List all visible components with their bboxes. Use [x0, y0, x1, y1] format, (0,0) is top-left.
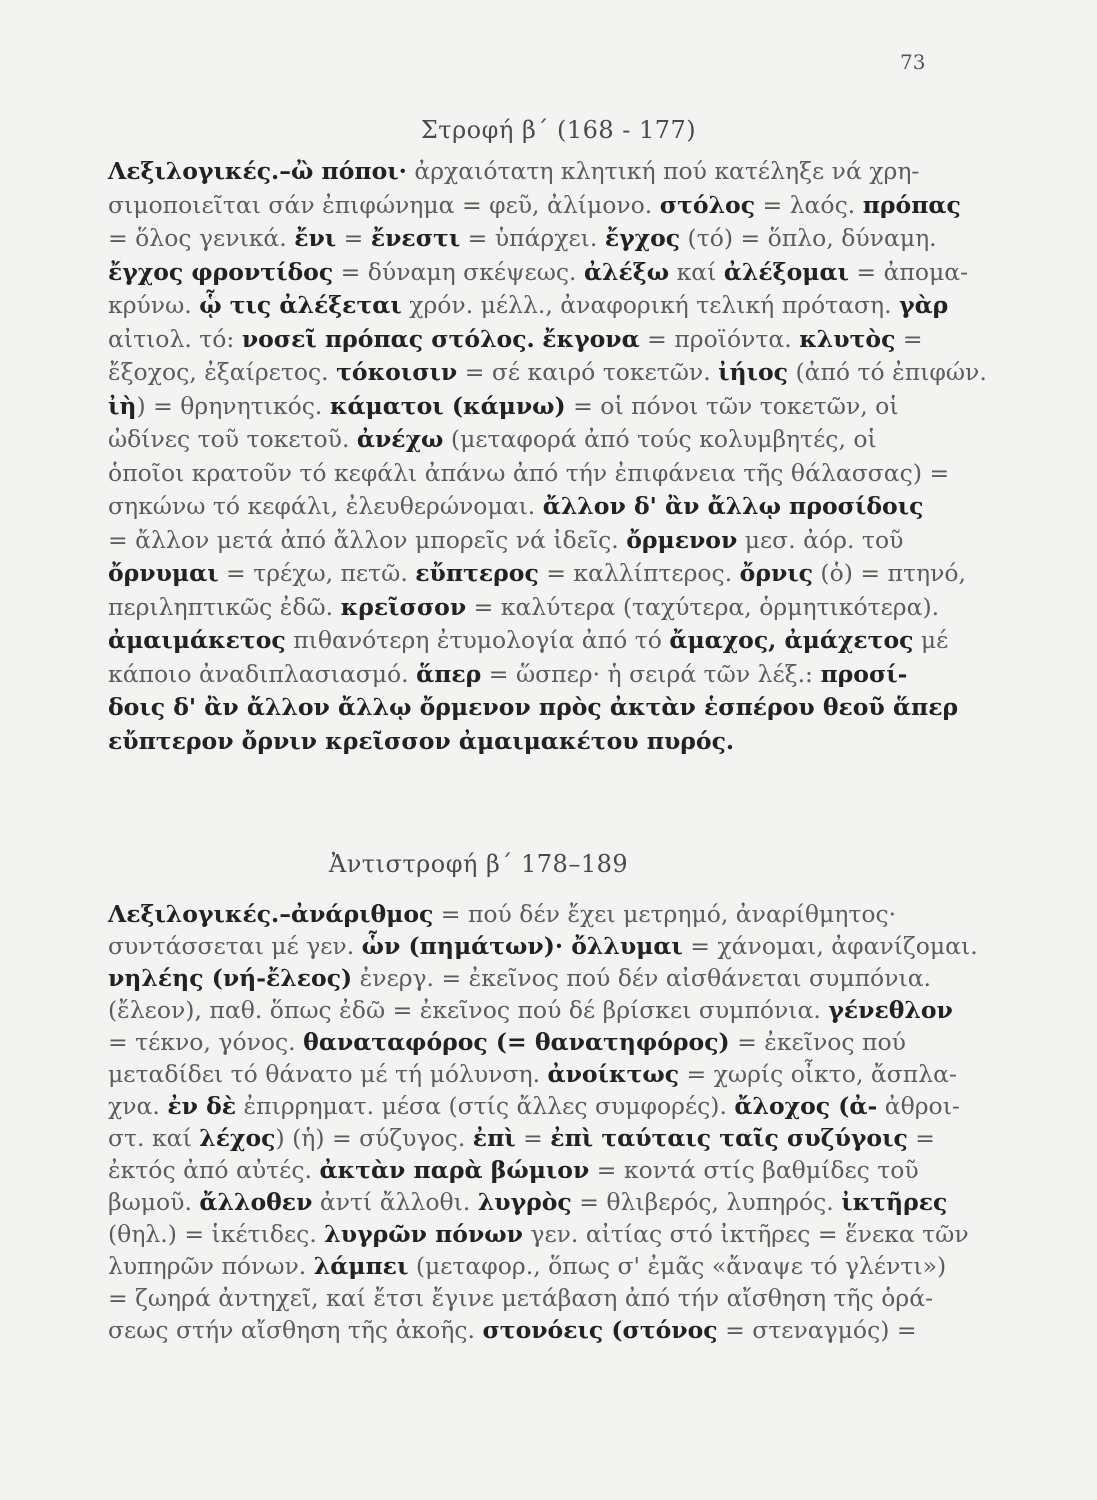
text-run: μέ: [913, 626, 949, 654]
text-run: (ἀπό τό ἐπιφών.: [787, 358, 987, 386]
text-run: λυπηρῶν πόνων.: [108, 1252, 314, 1280]
text-run: = ἄλλον μετά ἀπό ἄλλον μπορεῖς νά ἰδεῖς.: [108, 525, 627, 554]
text-run: ἀρχαιότατη κλητική πού κατέληξε νά χρη-: [406, 157, 920, 185]
section-heading-strophe: Στροφή β΄ (168 - 177): [420, 116, 697, 144]
bold-term: ἔνι: [294, 224, 337, 252]
bold-term: ἄλλον δ' ἂν ἄλλῳ προσίδοις: [542, 492, 924, 520]
text-line: [108, 691, 959, 725]
bold-term: κλυτὸς: [799, 324, 896, 353]
bold-term: εὔπτερον ὄρνιν κρεῖσσον ἀμαιμακέτου πυρός.: [108, 726, 735, 755]
bold-term: στόλος: [659, 190, 756, 219]
bold-term: πρόπας: [862, 190, 961, 219]
text-run: = κοντά στίς βαθμίδες τοῦ: [589, 1156, 919, 1184]
text-run: μεσ. ἀόρ. τοῦ: [737, 525, 904, 554]
text-line: [108, 256, 969, 290]
text-line: [108, 591, 940, 625]
bold-term: γὰρ: [899, 291, 949, 319]
text-run: = στεναγμός) =: [717, 1316, 917, 1344]
text-run: = ἐκεῖνος πού: [729, 1028, 906, 1056]
text-line: [108, 356, 987, 390]
text-run: = τέκνο, γόνος.: [108, 1028, 304, 1056]
bold-term: στονόεις (στόνος: [482, 1316, 718, 1344]
text-run: (μεταφορ., ὅπως σ' ἐμᾶς «ἄναψε τό γλέντι»): [408, 1252, 947, 1280]
text-line: [108, 524, 928, 558]
bold-term: ἀνέχω: [356, 425, 444, 453]
text-run: ἔξοχος, ἐξαίρετος.: [108, 358, 337, 386]
bold-term: ἔγχος φροντίδος: [108, 257, 334, 286]
text-line: [108, 1090, 960, 1122]
section-text-strophe: [108, 155, 987, 758]
text-line: [108, 423, 928, 457]
text-line: [108, 222, 937, 256]
text-run: = λαός.: [755, 190, 863, 219]
text-run: συντάσσεται μέ γεν.: [108, 932, 362, 960]
text-line: [108, 1026, 928, 1058]
text-line: [108, 1186, 948, 1218]
text-run: σεως στήν αἴσθηση τῆς ἀκοῆς.: [108, 1316, 483, 1344]
text-run: (θηλ.) = ἱκέτιδες.: [108, 1220, 325, 1248]
bold-term: ἐπὶ ταύταις ταῖς συζύγοις: [550, 1124, 908, 1152]
bold-term: ἄλλοθεν: [199, 1188, 313, 1216]
text-run: (μεταφορά ἀπό τούς κολυμβητές, οἱ: [443, 425, 877, 453]
bold-term: ἀλέξομαι: [723, 257, 849, 286]
text-run: = ὅλος γενικά.: [108, 224, 295, 252]
text-run: =: [515, 1124, 551, 1152]
text-line: [108, 725, 928, 759]
text-line: [108, 1282, 934, 1314]
text-run: (ἔλεον), παθ. ὅπως ἐδῶ = ἐκεῖνος πού δέ βρίσκει συμπόνια.: [108, 996, 829, 1024]
text-run: ἀντί ἄλλοθι.: [312, 1188, 478, 1216]
text-run: =: [336, 224, 371, 252]
bold-term: ἄλοχος (ἀ-: [734, 1092, 878, 1120]
bold-term: ὄρνις: [739, 559, 813, 587]
text-run: ἐνεργ. = ἐκεῖνος πού δέν αἰσθάνεται συμπόνια.: [352, 964, 932, 992]
bold-term: ἔγχος: [604, 224, 681, 252]
text-run: χνα.: [108, 1092, 168, 1120]
bold-term: ἀμαιμάκετος: [108, 626, 286, 654]
text-run: = ὑπάρχει.: [460, 224, 605, 252]
text-run: = προϊόντα.: [639, 324, 800, 353]
text-line: [108, 930, 978, 962]
text-line: [108, 490, 928, 524]
text-run: ἐπιρρηματ. μέσα (στίς ἄλλες συμφορές).: [236, 1092, 735, 1120]
bold-term: νηλέης (νή-ἔλεος): [108, 964, 353, 992]
bold-term: ἅπερ: [416, 659, 482, 688]
text-line: [108, 994, 953, 1026]
bold-term: ὄρμενον: [626, 525, 738, 554]
bold-term: ἀκτὰν παρὰ βώμιον: [319, 1156, 590, 1184]
text-run: = ἀπομα-: [848, 257, 969, 286]
bold-term: Λεξιλογικές.–ἀνάριθμος: [108, 900, 434, 928]
bold-term: ὧν (πημάτων)· ὄλλυμαι: [361, 932, 683, 960]
bold-term: ἄμαχος, ἀμάχετος: [669, 626, 914, 654]
text-run: αἰτιολ. τό:: [108, 324, 242, 353]
text-run: = πού δέν ἔχει μετρημό, ἀναρίθμητος·: [433, 900, 897, 928]
text-run: =: [895, 324, 923, 353]
text-line: [108, 1122, 935, 1154]
bold-term: ἔκγονα: [542, 324, 640, 353]
bold-term: ἰήιος: [718, 358, 788, 386]
text-run: κάποιο ἀναδιπλασιασμό.: [108, 659, 417, 688]
text-line: [108, 1218, 969, 1250]
bold-term: γένεθλον: [828, 996, 953, 1024]
bold-term: ἐπὶ: [472, 1124, 516, 1152]
text-run: μεταδίδει τό θάνατο μέ τή μόλυνση.: [108, 1060, 548, 1088]
text-run: ὠδίνες τοῦ τοκετοῦ.: [108, 425, 357, 453]
bold-term: κρεῖσσον: [340, 592, 467, 621]
text-run: βωμοῦ.: [108, 1188, 200, 1216]
text-run: = οἱ πόνοι τῶν τοκετῶν, οἱ: [565, 391, 899, 420]
text-run: = θλιβερός, λυπηρός.: [571, 1188, 842, 1216]
bold-term: ἐν δὲ: [167, 1092, 237, 1120]
text-line: [108, 1058, 957, 1090]
text-run: = σέ καιρό τοκετῶν.: [457, 358, 719, 386]
bold-term: ἀλέξω: [583, 257, 670, 286]
bold-term: ὄρνυμαι: [108, 559, 219, 587]
text-line: [108, 962, 932, 994]
bold-term: λέχος: [199, 1124, 276, 1152]
text-run: σιμοποιεῖται σάν ἐπιφώνημα = φεῦ, ἀλίμονο.: [108, 190, 660, 219]
text-run: = ὥσπερ· ἡ σειρά τῶν λέξ.:: [481, 659, 821, 688]
section-text-antistrophe: [108, 898, 978, 1346]
text-line: [108, 658, 928, 692]
text-run: πιθανότερη ἐτυμολογία ἀπό τό: [285, 626, 670, 654]
text-run: = τρέχω, πετῶ.: [218, 559, 416, 587]
text-run: ) = θρηνητικός.: [136, 391, 330, 420]
text-run: ) (ἡ) = σύζυγος.: [275, 1124, 473, 1152]
text-line: [108, 189, 961, 223]
bold-term: λυγρῶν πόνων: [324, 1220, 523, 1248]
text-line: [108, 323, 928, 357]
text-run: περιληπτικῶς ἐδῶ.: [108, 592, 341, 621]
text-line: [108, 1154, 928, 1186]
text-line: [108, 155, 928, 189]
text-run: χρόν. μέλλ., ἀναφορική τελική πρόταση.: [401, 291, 900, 319]
bold-term: ἰκτῆρες: [841, 1188, 948, 1216]
text-run: στ. καί: [108, 1124, 200, 1152]
text-run: καί: [669, 257, 724, 286]
bold-term: λάμπει: [313, 1252, 409, 1280]
section-heading-antistrophe: Ἀντιστροφή β΄ 178–189: [328, 850, 629, 878]
text-run: = χωρίς οἶκτο, ἄσπλα-: [679, 1060, 957, 1088]
text-run: = δύναμη σκέψεως.: [333, 257, 584, 286]
text-run: = ζωηρά ἀντηχεῖ, καί ἔτσι ἔγινε μετάβαση ἀπό τήν αἴσθηση τῆς ὁρά-: [108, 1284, 934, 1312]
bold-term: θαναταφόρος (= θανατηφόρος): [303, 1028, 730, 1056]
text-run: ἀθροι-: [877, 1092, 960, 1120]
text-run: (ὁ) = πτηνό,: [812, 559, 966, 587]
page-number: 73: [900, 50, 926, 74]
bold-term: τόκοισιν: [336, 358, 458, 386]
bold-term: κάματοι (κάμνω): [329, 391, 566, 420]
bold-term: Λεξιλογικές.–ὢ πόποι·: [108, 157, 407, 185]
text-line: [108, 1314, 928, 1346]
bold-term: δοις δ' ἂν ἄλλον ἄλλῳ ὄρμενον πρὸς ἀκτὰν ἑσπέρου θεοῦ ἅπερ: [108, 693, 959, 721]
bold-term: προσί-: [820, 659, 908, 688]
text-run: γεν. αἰτίας στό ἰκτῆρες = ἕνεκα τῶν: [522, 1220, 969, 1248]
text-line: [108, 1250, 947, 1282]
bold-term: νοσεῖ πρόπας στόλος.: [241, 324, 535, 353]
text-line: [108, 390, 928, 424]
bold-term: ᾧ τις ἀλέξεται: [199, 291, 402, 319]
text-run: σηκώνω τό κεφάλι, ἐλευθερώνομαι.: [108, 492, 543, 520]
text-line: [108, 557, 966, 591]
bold-term: ἔνεστι: [370, 224, 461, 252]
bold-term: εὔπτερος: [415, 559, 539, 587]
bold-term: ἀνοίκτως: [547, 1060, 680, 1088]
text-run: = καλύτερα (ταχύτερα, ὁρμητικότερα).: [466, 592, 940, 621]
text-run: = χάνομαι, ἀφανίζομαι.: [682, 932, 978, 960]
text-line: [108, 457, 950, 491]
text-run: =: [907, 1124, 935, 1152]
text-run: ἐκτός ἀπό αὐτές.: [108, 1156, 320, 1184]
text-run: (τό) = ὅπλο, δύναμη.: [680, 224, 937, 252]
text-run: ὁποῖοι κρατοῦν τό κεφάλι ἀπάνω ἀπό τήν ἐπιφάνεια τῆς θάλασσας) =: [108, 458, 950, 487]
text-line: [108, 289, 949, 323]
text-run: κρύνω.: [108, 291, 200, 319]
text-line: [108, 624, 949, 658]
bold-term: ἰὴ: [108, 391, 137, 420]
bold-term: λυγρὸς: [477, 1188, 572, 1216]
text-run: = καλλίπτερος.: [538, 559, 740, 587]
text-line: [108, 898, 928, 930]
